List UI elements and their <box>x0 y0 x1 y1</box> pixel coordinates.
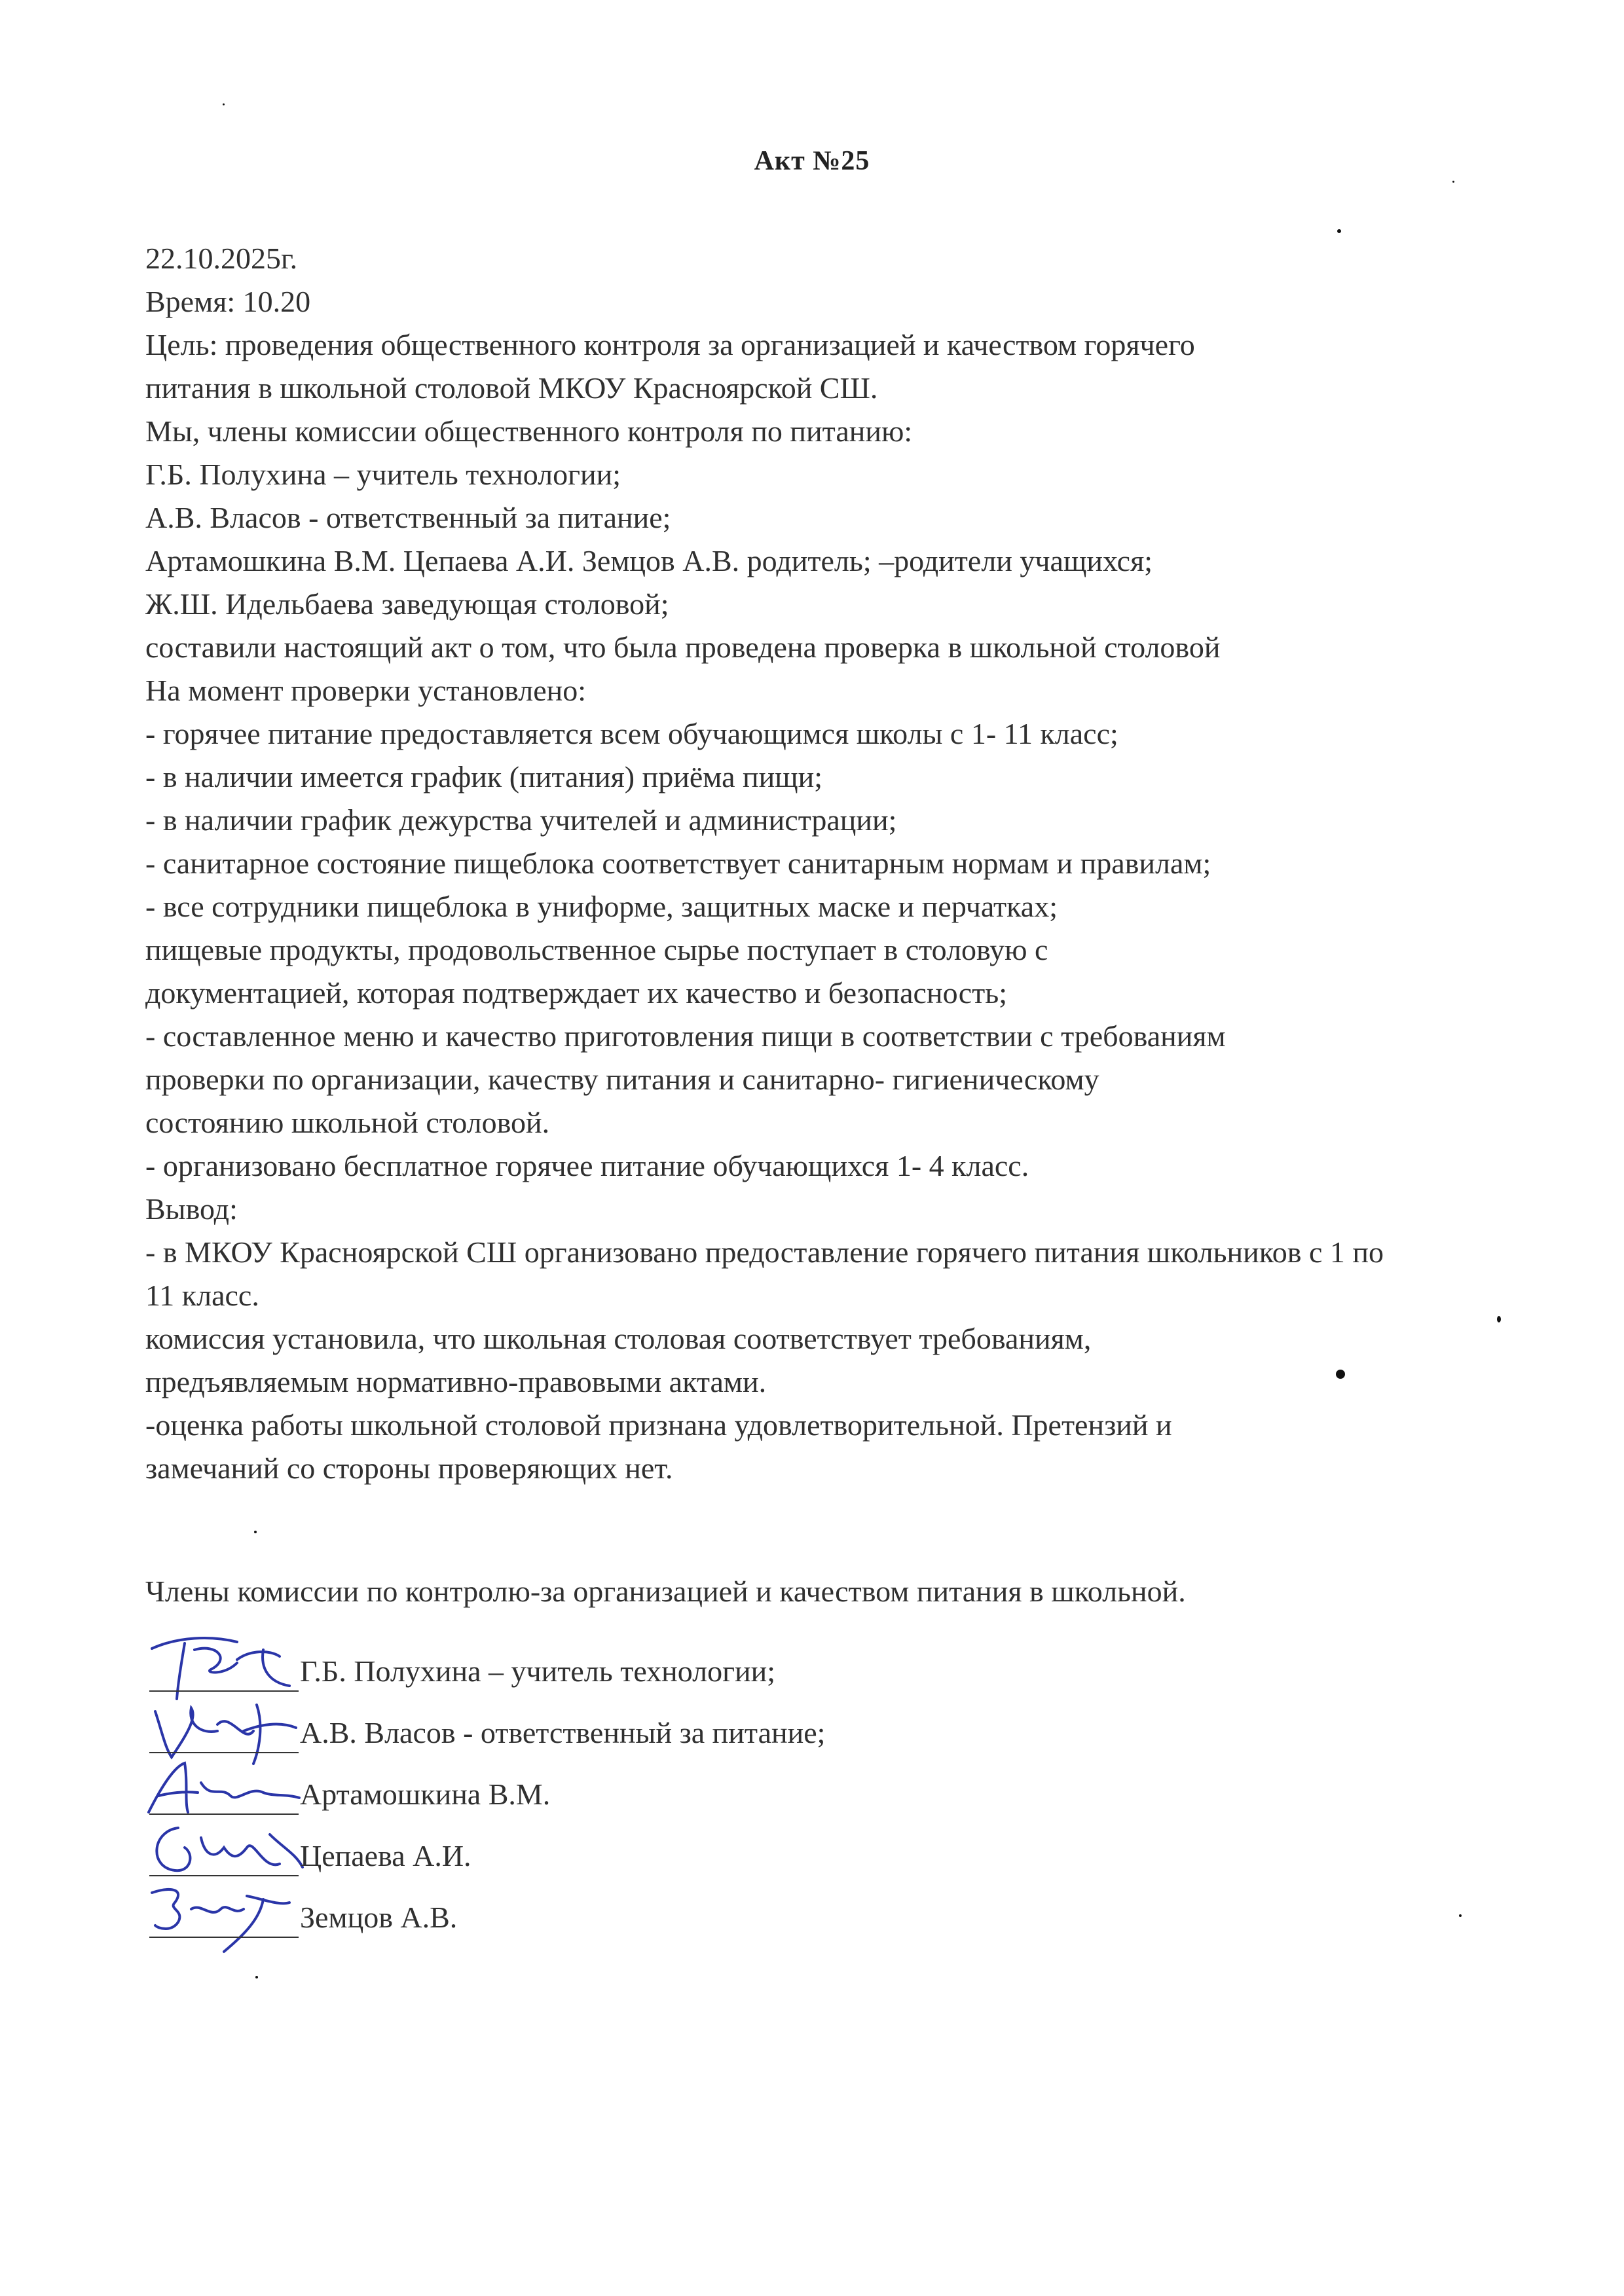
date-line: 22.10.2025г. <box>145 242 298 275</box>
finding-item: - санитарное состояние пищеблока соответствует санитарным нормам и правилам; <box>145 847 1211 880</box>
time-line: Время: 10.20 <box>145 285 311 318</box>
member-line: Артамошкина В.М. Цепаева А.И. Земцов А.В. родитель; –родители учащихся; <box>145 544 1153 577</box>
conclusion-item: -оценка работы школьной столовой признана удовлетворительной. Претензий и <box>145 1408 1172 1442</box>
finding-item: пищевые продукты, продовольственное сырье поступает в столовую с <box>145 933 1048 966</box>
member-line: А.В. Власов - ответственный за питание; <box>145 501 671 534</box>
findings-header: На момент проверки установлено: <box>145 674 587 707</box>
finding-item: - организовано бесплатное горячее питание обучающихся 1- 4 класс. <box>145 1149 1029 1182</box>
purpose-line: питания в школьной столовой МКОУ Красноярской СШ. <box>145 371 878 405</box>
signatory-name: Артамошкина В.М. <box>300 1777 551 1811</box>
conclusion-item: предъявляемым нормативно-правовыми актами. <box>145 1365 767 1398</box>
signature-line <box>149 1937 299 1938</box>
scan-speck <box>255 1976 258 1978</box>
signatory-name: Земцов А.В. <box>300 1901 458 1934</box>
finding-item: проверки по организации, качеству питания и санитарно- гигиеническому <box>145 1063 1099 1096</box>
scan-speck <box>1459 1914 1462 1917</box>
finding-item: состоянию школьной столовой. <box>145 1106 550 1139</box>
document-title: Акт №25 <box>754 146 870 176</box>
conclusion-item: 11 класс. <box>145 1279 259 1312</box>
signature-block <box>145 1643 1062 1951</box>
handwritten-signature <box>139 1870 309 1955</box>
signatory-name: Цепаева А.И. <box>300 1839 471 1872</box>
signature-row <box>145 1889 1062 1951</box>
finding-item: - все сотрудники пищеблока в униформе, защитных маске и перчатках; <box>145 890 1058 923</box>
finding-item: - в наличии график дежурства учителей и администрации; <box>145 803 897 837</box>
signatory-name: А.В. Власов - ответственный за питание; <box>300 1716 826 1749</box>
signatories-header: Члены комиссии по контролю-за организацией и качеством питания в школьной. <box>145 1575 1186 1608</box>
scan-speck <box>223 103 225 105</box>
signatory-name: Г.Б. Полухина – учитель технологии; <box>300 1654 776 1688</box>
statement-line: составили настоящий акт о том, что была проведена проверка в школьной столовой <box>145 630 1221 664</box>
member-line: Ж.Ш. Идельбаева заведующая столовой; <box>145 587 669 621</box>
commission-intro: Мы, члены комиссии общественного контроля по питанию: <box>145 414 913 448</box>
scan-speck <box>1452 181 1454 183</box>
conclusion-header: Вывод: <box>145 1192 238 1226</box>
finding-item: - в наличии имеется график (питания) приёма пищи; <box>145 760 823 793</box>
finding-item: - горячее питание предоставляется всем обучающимся школы с 1- 11 класс; <box>145 717 1118 750</box>
scan-speck <box>254 1531 257 1533</box>
finding-item: документацией, которая подтверждает их качество и безопасность; <box>145 976 1008 1010</box>
conclusion-item: комиссия установила, что школьная столовая соответствует требованиям, <box>145 1322 1092 1355</box>
purpose-line: Цель: проведения общественного контроля за организацией и качеством горячего <box>145 328 1195 361</box>
conclusion-item: - в МКОУ Красноярской СШ организовано предоставление горячего питания школьников с 1 по <box>145 1235 1384 1269</box>
document-body <box>145 237 1547 1490</box>
finding-item: - составленное меню и качество приготовления пищи в соответствии с требованиям <box>145 1019 1226 1053</box>
scan-speck <box>1336 1370 1345 1379</box>
conclusion-item: замечаний со стороны проверяющих нет. <box>145 1451 673 1485</box>
scan-speck <box>1337 229 1341 233</box>
scan-speck <box>1497 1316 1501 1322</box>
member-line: Г.Б. Полухина – учитель технологии; <box>145 458 621 491</box>
